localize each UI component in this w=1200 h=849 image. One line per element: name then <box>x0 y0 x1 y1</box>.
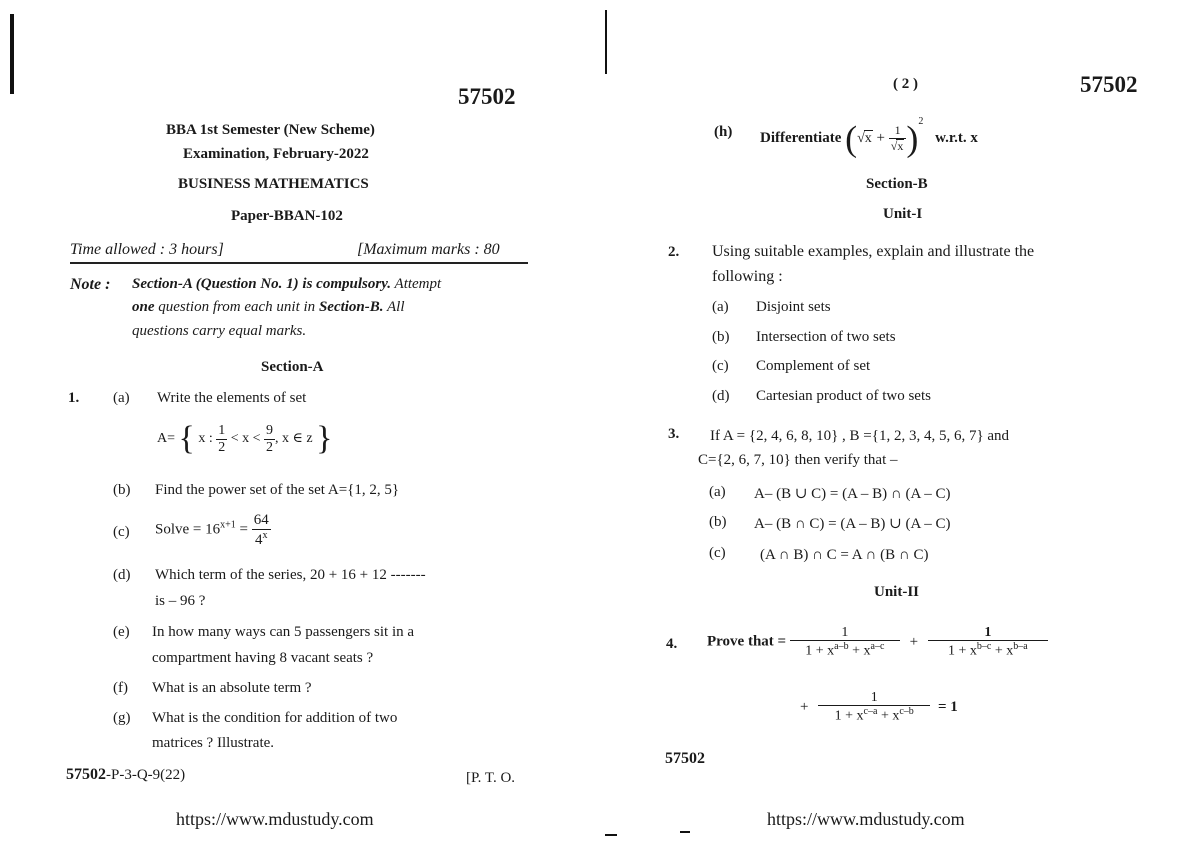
course-title: BBA 1st Semester (New Scheme) <box>166 122 375 138</box>
q3a-label: (a) <box>709 484 726 500</box>
q3-line-2: C={2, 6, 7, 10} then verify that – <box>698 452 898 468</box>
unit-1-heading: Unit-I <box>883 206 923 222</box>
q2c-text: Complement of set <box>756 358 871 374</box>
q1e-line-1: In how many ways can 5 passengers sit in a <box>152 624 415 640</box>
sqrt-x: √x <box>857 131 872 147</box>
set-a-inequality: < x < <box>230 431 261 447</box>
fraction-nine-half: $\frac{9}{2}$ <box>266 423 274 455</box>
note-all: All <box>383 299 405 315</box>
q1c-expression: Solve = $16^{x+1}$ = $\frac{64}{4^x}$ <box>155 512 269 548</box>
q4-equals-one: = 1 <box>937 698 958 715</box>
q1h-expression: Differentiate (√x + $\frac{1}{√x}$ )$^2$ w.r.t. x <box>760 116 978 159</box>
q2a-label: (a) <box>712 299 729 315</box>
q2a-text: Disjoint sets <box>756 299 831 315</box>
left-brace: { <box>178 420 195 457</box>
page-number: ( 2 ) <box>893 76 918 92</box>
question-4-number: 4. <box>666 636 678 652</box>
q1f-text: What is an absolute term ? <box>152 680 312 696</box>
q4-term-2: $\frac{1}{1 + x^{b-c} + x^{b-a}}$ <box>928 625 1048 659</box>
q3c-label: (c) <box>709 545 726 561</box>
unit-2-heading: Unit-II <box>874 584 920 600</box>
fraction-one-over-sqrt-x: $\frac{1}{√x}$ <box>889 124 907 152</box>
q4-prove-that: Prove that = <box>707 633 787 650</box>
note-question-from: question from each unit in <box>154 299 319 315</box>
scan-mark-bottom-2 <box>680 831 690 833</box>
exam-title: Examination, February-2022 <box>183 146 369 162</box>
q1b-text: Find the power set of the set A={1, 2, 5} <box>155 482 400 498</box>
q2b-label: (b) <box>712 329 730 345</box>
q1h-exponent: 2 <box>918 116 924 127</box>
q1e-line-2: compartment having 8 vacant seats ? <box>152 650 374 666</box>
q4-term-3: $\frac{1}{1 + x^{c-a} + x^{c-b}}$ <box>818 690 930 724</box>
q1h-text: Differentiate <box>760 130 842 146</box>
q1b-label: (b) <box>113 482 131 498</box>
section-a-heading: Section-A <box>261 359 324 375</box>
right-brace: } <box>316 420 333 457</box>
q3a-text: A– (B ∪ C) = (A – B) ∩ (A – C) <box>754 486 951 502</box>
q1h-wrt: w.r.t. x <box>935 130 978 146</box>
q1f-label: (f) <box>113 680 128 696</box>
note-line-3: questions carry equal marks. <box>132 323 307 339</box>
paper-code: 57502 <box>458 84 516 109</box>
q1a-text: Write the elements of set <box>157 390 307 406</box>
section-b-heading: Section-B <box>866 176 928 192</box>
set-a-lhs: A= <box>157 431 176 447</box>
q4-term-1: $\frac{1}{1 + x^{a-b} + x^{a-c}}$ <box>790 625 900 659</box>
set-a-x: x : <box>198 431 213 447</box>
q2-line-2: following : <box>712 268 783 285</box>
q3-line-1: If A = {2, 4, 6, 8, 10} , B ={1, 2, 3, 4, 5, 6, 7} and <box>710 428 1010 444</box>
q1c-text: Solve = 16 <box>155 521 221 538</box>
note-line-2 <box>132 299 405 316</box>
q3c-text: (A ∩ B) ∩ C = A ∩ (B ∩ C) <box>760 547 929 563</box>
right-footer-code: 57502 <box>665 750 705 767</box>
subject-title: BUSINESS MATHEMATICS <box>178 176 369 192</box>
q2d-label: (d) <box>712 388 730 404</box>
maximum-marks: [Maximum marks : 80 <box>357 241 500 258</box>
question-2-number: 2. <box>668 244 680 260</box>
note-compulsory: Section-A (Question No. 1) is compulsory. <box>132 276 392 292</box>
q3b-text: A– (B ∩ C) = (A – B) ∪ (A – C) <box>754 516 951 532</box>
q1d-label: (d) <box>113 567 131 583</box>
q4-expression-line-2: + $\frac{1}{1 + x^{c-a} + x^{c-b}}$ = 1 <box>800 690 958 725</box>
time-allowed: Time allowed : 3 hours] <box>70 241 224 258</box>
q2c-label: (c) <box>712 358 729 374</box>
question-1-number: 1. <box>68 390 80 406</box>
q1a-label: (a) <box>113 390 130 406</box>
scan-mark-bottom-1 <box>605 834 617 836</box>
right-paper-code: 57502 <box>1080 72 1138 97</box>
note-line-1 <box>132 276 441 293</box>
q2-line-1: Using suitable examples, explain and illustrate the <box>712 243 1035 260</box>
set-a-tail: , x ∈ z <box>275 431 313 447</box>
q2b-text: Intersection of two sets <box>756 329 896 345</box>
set-a-expression <box>157 422 332 456</box>
q1g-line-2: matrices ? Illustrate. <box>152 735 275 751</box>
scan-mark-left <box>10 14 14 94</box>
note-attempt: Attempt <box>391 276 442 292</box>
note-label: Note : <box>70 276 111 293</box>
fraction-one-half: $\frac{1}{2}$ <box>218 423 226 455</box>
header-rule <box>70 262 528 264</box>
q1c-label: (c) <box>113 524 130 540</box>
note-section-b: Section-B. <box>318 299 384 315</box>
q1h-label: (h) <box>714 124 733 140</box>
fraction-64: $\frac{64}{4^x}$ <box>253 512 269 548</box>
note-one: one <box>132 299 155 315</box>
left-footer-code: 57502-P-3-Q-9(22) <box>66 766 186 783</box>
q4-expression-line-1: Prove that = $\frac{1}{1 + x^{a-b} + x^{a-c}}$ + $\frac{1}{1 + x^{b-c} + x^{b-a}}$ <box>707 625 1048 659</box>
left-footer-url[interactable]: https://www.mdustudy.com <box>176 809 374 829</box>
scan-mark-middle <box>605 10 607 74</box>
q1d-line-2: is – 96 ? <box>155 593 206 609</box>
q1c-exponent: x+1 <box>220 519 236 531</box>
question-3-number: 3. <box>668 426 680 442</box>
pto-label: [P. T. O. <box>466 770 516 786</box>
q1g-label: (g) <box>113 710 131 726</box>
q1e-label: (e) <box>113 624 130 640</box>
q2d-text: Cartesian product of two sets <box>756 388 931 404</box>
paper-number: Paper-BBAN-102 <box>231 208 343 224</box>
q3b-label: (b) <box>709 514 727 530</box>
q1g-line-1: What is the condition for addition of two <box>152 710 398 726</box>
right-footer-url[interactable]: https://www.mdustudy.com <box>767 809 965 829</box>
q1d-line-1: Which term of the series, 20 + 16 + 12 ------- <box>155 567 426 583</box>
